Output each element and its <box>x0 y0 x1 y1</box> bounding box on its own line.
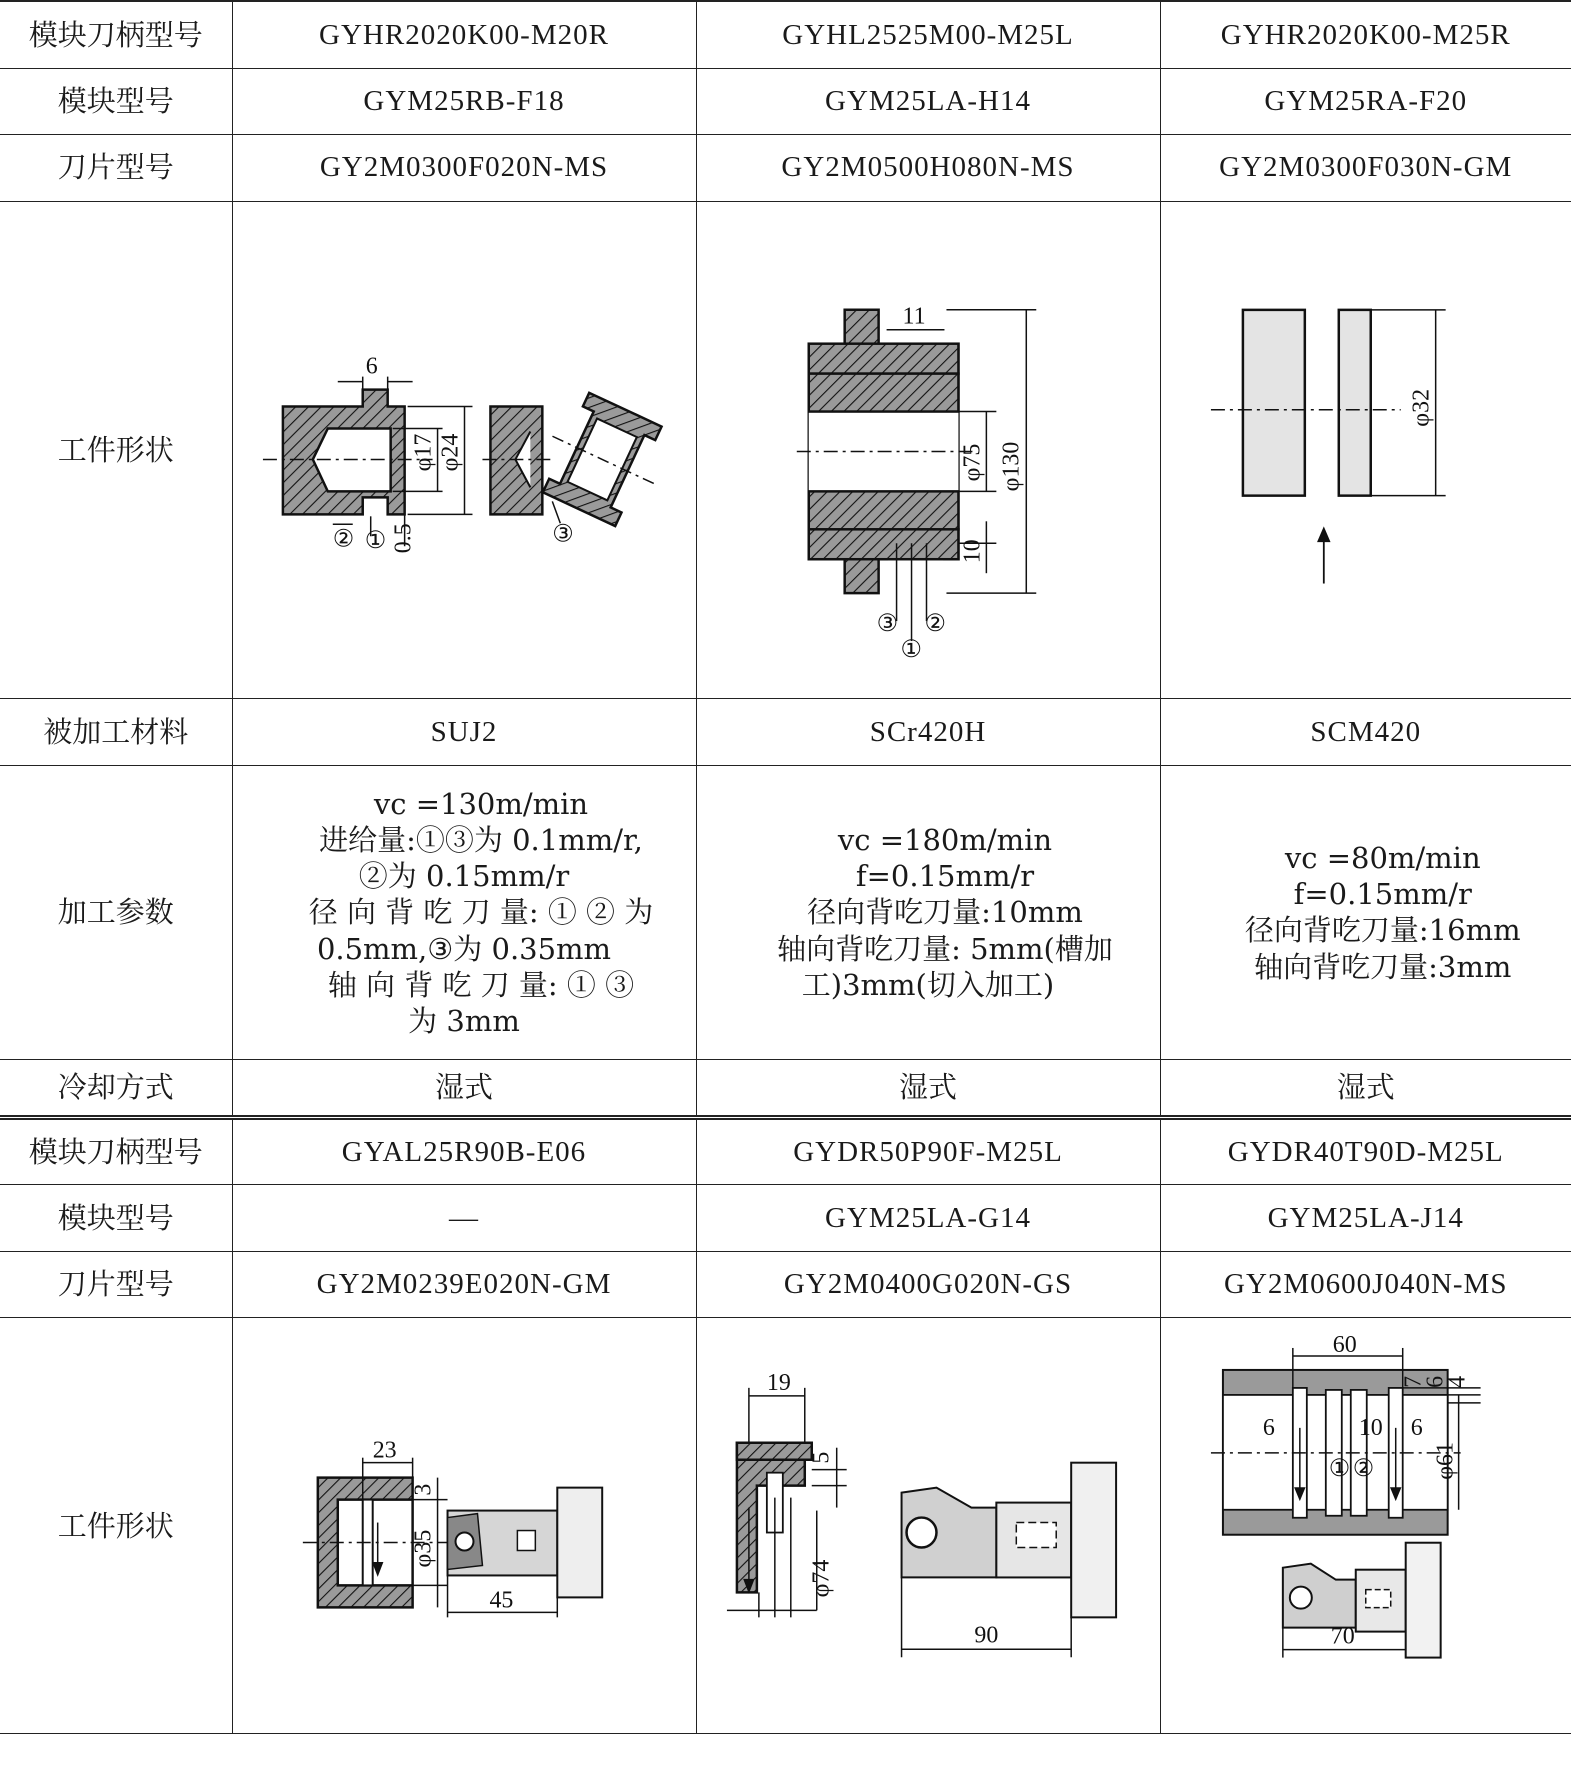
param-line: 径向背吃刀量:16mm <box>1244 913 1521 948</box>
label-material: 被加工材料 <box>0 698 232 765</box>
marker-1: ① <box>364 527 386 554</box>
workpiece-drawing-6 <box>1160 1317 1571 1733</box>
row-module-upper <box>0 68 1571 134</box>
param-line: f=0.15mm/r <box>855 859 1035 894</box>
workpiece-drawing-3 <box>1160 201 1571 698</box>
dim-dia-inner: φ75 <box>958 443 985 482</box>
row-shape-upper <box>0 201 1571 698</box>
holder-code: GYDR40T90D-M25L <box>1160 1117 1571 1184</box>
multi-groove-drawing <box>1161 1318 1571 1733</box>
insert-code: GY2M0500H080N-MS <box>696 134 1160 201</box>
holder-code: GYHR2020K00-M20R <box>232 1 696 68</box>
param-line: ②为 0.15mm/r <box>358 859 570 894</box>
param-line: 进给量:①③为 0.1mm/r, <box>319 822 643 857</box>
holder-code: GYHL2525M00-M25L <box>696 1 1160 68</box>
dim-b: 6 <box>1422 1375 1449 1388</box>
marker-3: ③ <box>551 520 574 547</box>
dim-dia: φ35 <box>410 1529 437 1568</box>
material-value: SCr420H <box>696 698 1160 765</box>
label-insert: 刀片型号 <box>0 134 232 201</box>
dim-width: 6 <box>365 353 378 380</box>
module-code: GYM25RB-F18 <box>232 68 696 134</box>
label-cooling: 冷却方式 <box>0 1059 232 1117</box>
cooling-value: 湿式 <box>232 1059 696 1117</box>
module-code: GYM25LA-G14 <box>696 1184 1160 1251</box>
workpiece-drawing-4 <box>232 1317 696 1733</box>
row-params <box>0 765 1571 1059</box>
param-line: vc =80m/min <box>1284 840 1481 875</box>
marker-2: ② <box>1352 1455 1374 1482</box>
dim-length: 45 <box>488 1587 513 1614</box>
marker-2: ② <box>924 610 946 637</box>
param-line: vc =130m/min <box>373 786 589 821</box>
row-material <box>0 698 1571 765</box>
holder-code: GYAL25R90B-E06 <box>232 1117 696 1184</box>
marker-1: ① <box>1328 1455 1350 1482</box>
dim-span: 60 <box>1332 1331 1357 1358</box>
dim-dia-inner: φ17 <box>410 433 437 472</box>
insert-code: GY2M0400G020N-GS <box>696 1251 1160 1317</box>
dim-depth: 3 <box>410 1483 437 1496</box>
param-line: 工)3mm(切入加工) <box>801 967 1055 1002</box>
label-shape: 工件形状 <box>0 201 232 698</box>
holder-code: GYDR50P90F-M25L <box>696 1117 1160 1184</box>
internal-groove-drawing <box>233 1318 696 1733</box>
marker-3: ③ <box>876 610 898 637</box>
row-insert-upper <box>0 134 1571 201</box>
groove-drawing-1 <box>233 202 696 698</box>
param-line: f=0.15mm/r <box>1293 877 1472 912</box>
row-cooling <box>0 1059 1571 1117</box>
param-line: 径向背吃刀量:10mm <box>807 895 1083 930</box>
row-insert-lower <box>0 1251 1571 1317</box>
dim-w1: 6 <box>1262 1414 1275 1441</box>
module-code: GYM25LA-H14 <box>696 68 1160 134</box>
marker-2: ② <box>332 525 354 552</box>
label-module: 模块型号 <box>0 68 232 134</box>
material-value: SUJ2 <box>232 698 696 765</box>
dim-dia-outer: φ24 <box>437 433 464 472</box>
dim-w2: 10 <box>1358 1414 1383 1441</box>
label-shape: 工件形状 <box>0 1317 232 1733</box>
dim-width: 23 <box>372 1437 397 1464</box>
insert-code: GY2M0300F030N-GM <box>1160 134 1571 201</box>
params-cell-3 <box>1160 765 1571 1059</box>
module-code: — <box>232 1184 696 1251</box>
param-line: vc =180m/min <box>837 822 1053 857</box>
module-code: GYM25RA-F20 <box>1160 68 1571 134</box>
dim-depth: 0.5 <box>390 523 417 553</box>
workpiece-drawing-1 <box>232 201 696 698</box>
dim-width: 19 <box>766 1369 791 1396</box>
row-holder-upper <box>0 1 1571 68</box>
dim-dia-outer: φ130 <box>997 441 1024 492</box>
cooling-value: 湿式 <box>1160 1059 1571 1117</box>
dim-depth: 10 <box>958 539 985 563</box>
holder-code: GYHR2020K00-M25R <box>1160 1 1571 68</box>
insert-code: GY2M0600J040N-MS <box>1160 1251 1571 1317</box>
label-params: 加工参数 <box>0 765 232 1059</box>
cooling-value: 湿式 <box>696 1059 1160 1117</box>
dim-a: 7 <box>1400 1375 1427 1388</box>
groove-drawing-2 <box>697 202 1160 698</box>
dim-length: 90 <box>973 1622 998 1649</box>
cutoff-drawing <box>1161 202 1571 698</box>
dim-dia: φ32 <box>1408 388 1435 427</box>
dim-dia: φ61 <box>1432 1441 1459 1480</box>
label-holder: 模块刀柄型号 <box>0 1117 232 1184</box>
module-code: GYM25LA-J14 <box>1160 1184 1571 1251</box>
param-line: 轴向背吃刀量: 5mm(槽加 <box>777 931 1113 966</box>
workpiece-drawing-2 <box>696 201 1160 698</box>
params-cell-2 <box>696 765 1160 1059</box>
row-module-lower <box>0 1184 1571 1251</box>
params-cell-1 <box>232 765 696 1059</box>
material-value: SCM420 <box>1160 698 1571 765</box>
row-shape-lower <box>0 1317 1571 1733</box>
insert-code: GY2M0239E020N-GM <box>232 1251 696 1317</box>
dim-width: 11 <box>902 303 926 330</box>
workpiece-drawing-5 <box>696 1317 1160 1733</box>
param-line: 为 3mm <box>408 1004 520 1039</box>
param-line: 轴向背吃刀量:3mm <box>1254 949 1512 984</box>
row-holder-lower <box>0 1117 1571 1184</box>
dim-length: 70 <box>1330 1623 1355 1650</box>
param-line: 0.5mm,③为 0.35mm <box>316 931 612 966</box>
label-module: 模块型号 <box>0 1184 232 1251</box>
label-insert: 刀片型号 <box>0 1251 232 1317</box>
param-line: 径 向 背 吃 刀 量: ① ② 为 <box>308 895 654 930</box>
param-line: 轴 向 背 吃 刀 量: ① ③ <box>327 967 635 1002</box>
face-groove-drawing <box>697 1318 1160 1733</box>
marker-1: ① <box>900 636 922 663</box>
dim-depth: 5 <box>808 1451 835 1464</box>
dim-dia: φ74 <box>808 1559 835 1598</box>
dim-w3: 6 <box>1410 1414 1423 1441</box>
insert-code: GY2M0300F020N-MS <box>232 134 696 201</box>
dim-c: 4 <box>1444 1375 1471 1388</box>
label-holder: 模块刀柄型号 <box>0 1 232 68</box>
